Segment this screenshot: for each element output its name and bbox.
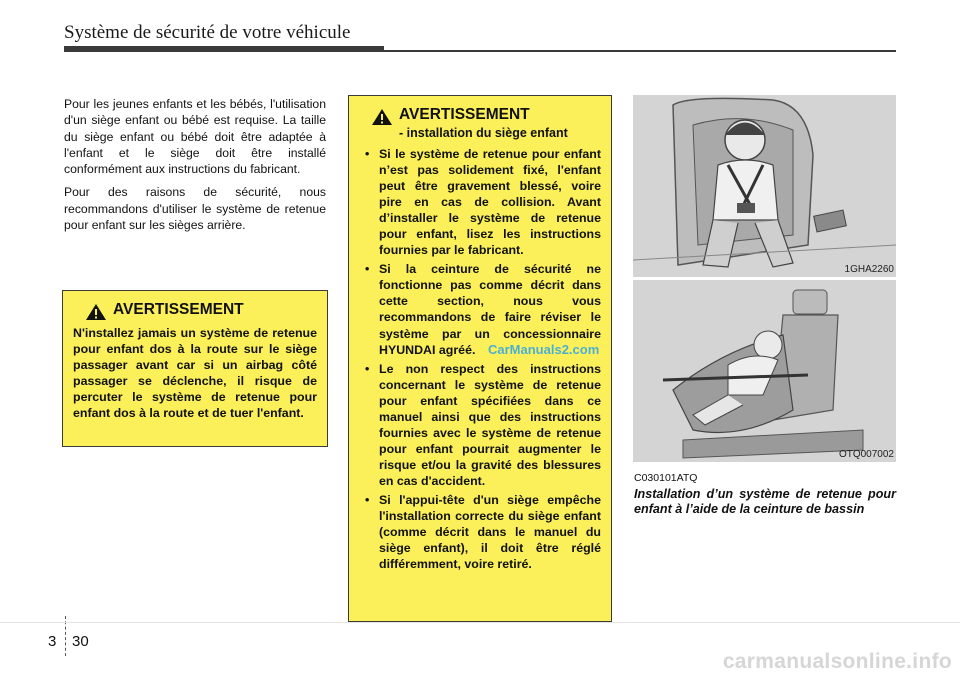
intro-paragraph-2: Pour des raisons de sécurité, nous recommandons d'utiliser le système de retenue pour enfant sur les sièges arrière. [64,185,326,233]
footer-divider [0,622,960,623]
warning-bullet: • Si le système de retenue pour enfant n’est pas solidement fixé, l'enfant peut être gravement blessé, voire pire en cas de collision. Avant d’installer le système de retenue pour enfant, lisez les instructions fournies par le fabricant. [359,146,601,258]
watermark: CarManuals2.com [488,342,600,357]
warning-bullet-list [359,146,601,572]
warning-bullet: • Si l'appui-tête d'un siège empêche l'installation correcte du siège enfant (comme décrit dans le manuel du siège enfant), il doit être réglé différemment, voire retiré. [359,492,601,572]
warning-triangle-icon [85,303,107,321]
header-rule [64,50,896,52]
warning-subtitle: - installation du siège enfant [399,126,568,140]
intro-text [64,96,326,240]
warning-box-front-seat [62,290,328,447]
warning-text: N'installez jamais un système de retenue pour enfant dos à la route sur le siège passager avant car si un airbag côté passager se déclenche, il risque de percuter le système de retenue pour enfant dos à la route et de tuer l'enfant. [73,326,317,421]
page-number: 30 [72,633,89,650]
figure-code: 1GHA2260 [844,264,894,275]
warning-box-installation [348,95,612,622]
figure-code: OTQ007002 [838,449,894,460]
chapter-number: 3 [48,633,57,650]
warning-title: AVERTISSEMENT [399,106,530,123]
warning-triangle-icon [371,108,393,126]
figure-child-seat-side-view [633,280,896,462]
figure-caption: Installation d’un système de retenue pour enfant à l’aide de la ceinture de bassin [634,487,896,516]
warning-bullet: • Le non respect des instructions concernant le système de retenue pour enfant spécifiées dans ce manuel ainsi que des instructions fournies avec le système de retenue pour enfant pourrait augmenter le risque et/ou la gravité des blessures en cas d'accident. [359,361,601,489]
warning-title: AVERTISSEMENT [113,301,244,318]
warning-bullet: • Si la ceinture de sécurité ne fonctionne pas comme décrit dans cette section, nous vous recommandons de faire réviser le système par un concessionnaire HYUNDAI agréé. [359,261,601,357]
child-seat-illustration [633,95,896,277]
footer-site-watermark: carmanualsonline.info [722,650,952,673]
caption-code: C030101ATQ [634,472,698,484]
child-seat-side-illustration [633,280,896,462]
intro-paragraph-1: Pour les jeunes enfants et les bébés, l'utilisation d'un siège enfant ou bébé est requise. La taille du siège enfant ou bébé doit être adaptée à l'enfant et le siège doit être installé conformément aux instructions du fabricant. [64,97,326,177]
figure-child-seat-front-view [633,95,896,277]
page-header-title: Système de sécurité de votre véhicule [64,22,351,43]
